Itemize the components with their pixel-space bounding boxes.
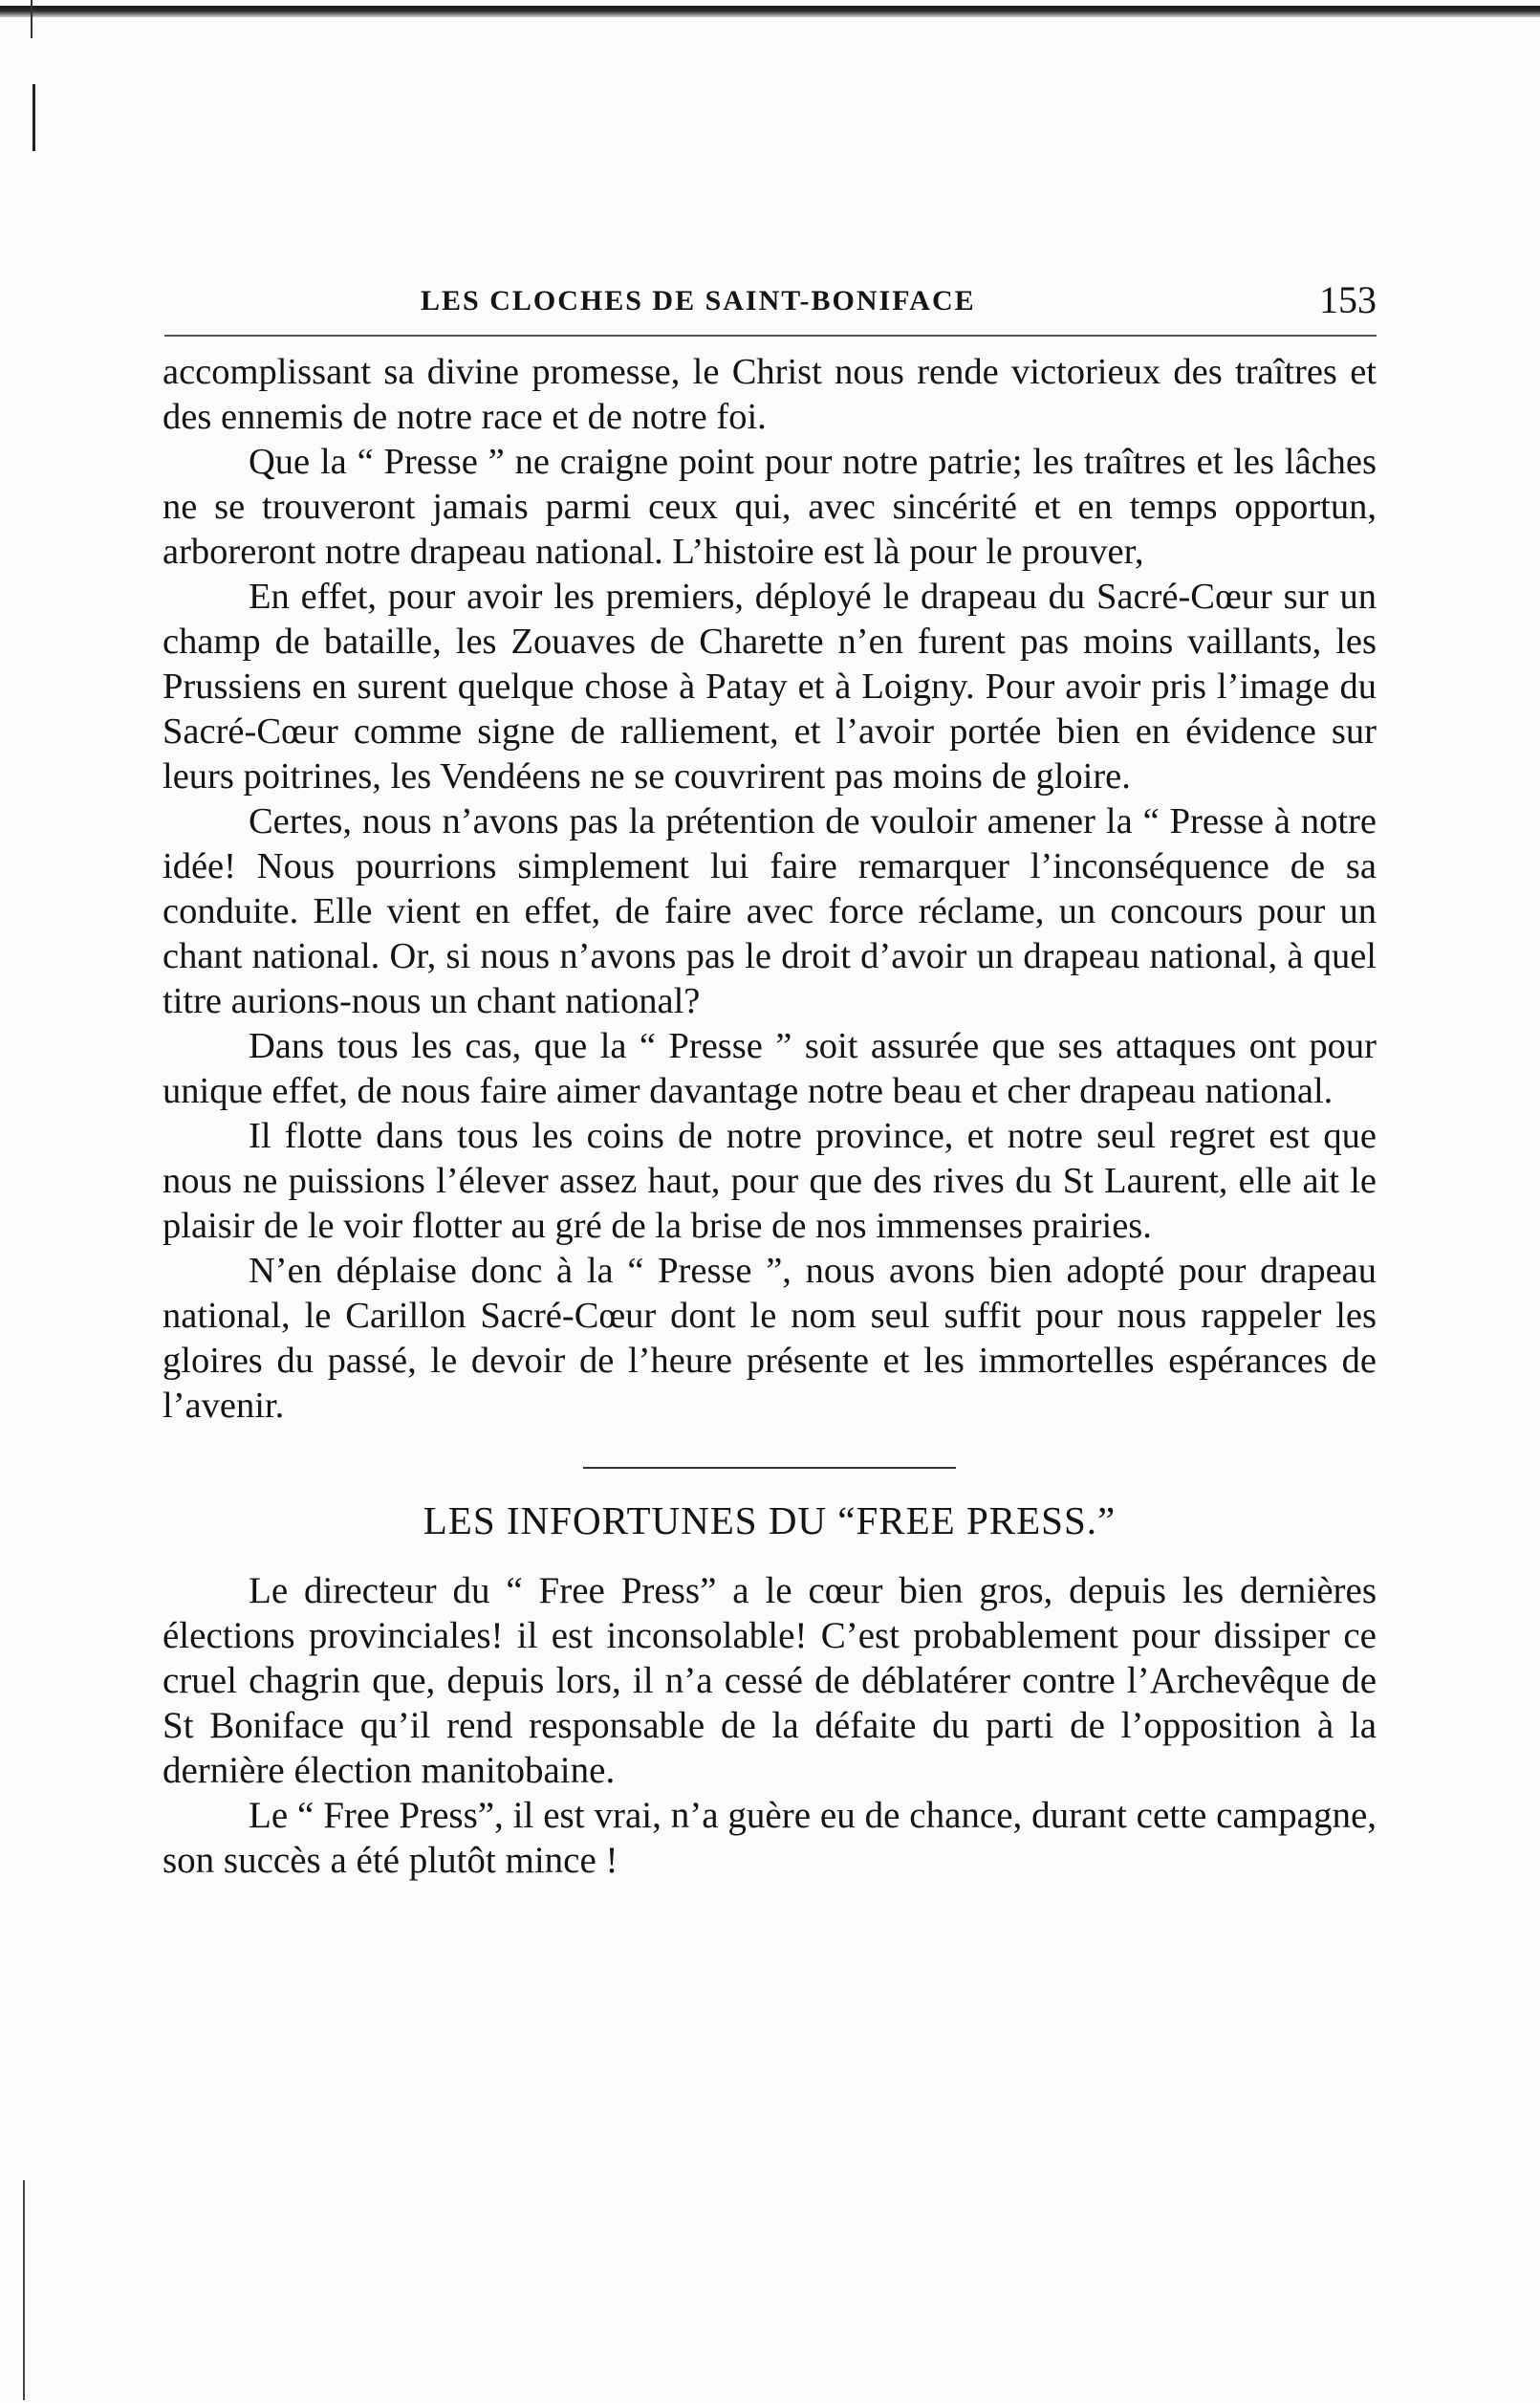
section-divider <box>583 1467 956 1469</box>
section-body <box>163 1568 1377 1883</box>
paragraph: Que la “ Presse ” ne craigne point pour notre patrie; les traîtres et les lâches ne se trouveront jamais parmi ceux qui, avec sincérité et en temps opportun, arboreront notre drapeau national. L’histoire est là pour le prouver, <box>163 442 1377 572</box>
running-title: LES CLOCHES DE SAINT-BONIFACE <box>421 285 976 317</box>
paragraph: Le “ Free Press”, il est vrai, n’a guère eu de chance, durant cette campagne, son succès a été plutôt mince ! <box>163 1795 1377 1881</box>
scan-edge-mark <box>33 84 35 151</box>
paragraph: Il flotte dans tous les coins de notre province, et notre seul regret est que nous ne puissions l’élever assez haut, pour que des rives du St Laurent, elle ait le plaisir de le voir flotter au gré de la brise de nos immenses prairies. <box>163 1116 1377 1246</box>
running-head <box>164 277 1377 337</box>
paragraph: En effet, pour avoir les premiers, déployé le drapeau du Sacré-Cœur sur un champ de bataille, les Zouaves de Charette n’en furent pas moins vaillants, les Prussiens en surent quelque chose à Patay et à Loigny. Pour avoir pris l’image du Sacré-Cœur comme signe de ralliement, et l’avoir portée bien en évidence sur leurs poitrines, les Vendéens ne se couvrirent pas moins de gloire. <box>163 577 1377 797</box>
section-title: LES INFORTUNES DU “FREE PRESS.” <box>423 1498 1117 1542</box>
paragraph: accomplissant sa divine promesse, le Christ nous rende victorieux des traîtres et des ennemis de notre race et de notre foi. <box>163 352 1377 437</box>
body-text <box>163 350 1377 1429</box>
paragraph: N’en déplaise donc à la “ Presse ”, nous avons bien adopté pour drapeau national, le Carillon Sacré-Cœur dont le nom seul suffit pour nous rappeler les gloires du passé, le devoir de l’heure présente et les immortelles espérances de l’avenir. <box>163 1251 1377 1426</box>
paragraph: Dans tous les cas, que la “ Presse ” soit assurée que ses attaques ont pour unique effet, de nous faire aimer davantage notre beau et cher drapeau national. <box>163 1026 1377 1111</box>
scan-top-rule <box>0 6 1540 17</box>
scan-edge-mark <box>31 0 33 38</box>
paragraph: Le directeur du “ Free Press” a le cœur bien gros, depuis les dernières élections provinciales! il est inconsolable! C’est probablement pour dissiper ce cruel chagrin que, depuis lors, il n’a cessé de déblatérer contre l’Archevêque de St Boniface qu’il rend responsable de la défaite du parti de l’opposition à la dernière élection manitobaine. <box>163 1570 1377 1791</box>
paragraph: Certes, nous n’avons pas la prétention de vouloir amener la “ Presse à notre idée! Nous pourrions simplement lui faire remarquer l’inconséquence de sa conduite. Elle vient en effet, de faire avec force réclame, un concours pour un chant national. Or, si nous n’avons pas le droit d’avoir un drapeau national, à quel titre aurions-nous un chant national? <box>163 801 1377 1021</box>
book-page <box>163 277 1377 1883</box>
page-number: 153 <box>1319 278 1377 321</box>
scan-edge-mark <box>23 2180 25 2400</box>
